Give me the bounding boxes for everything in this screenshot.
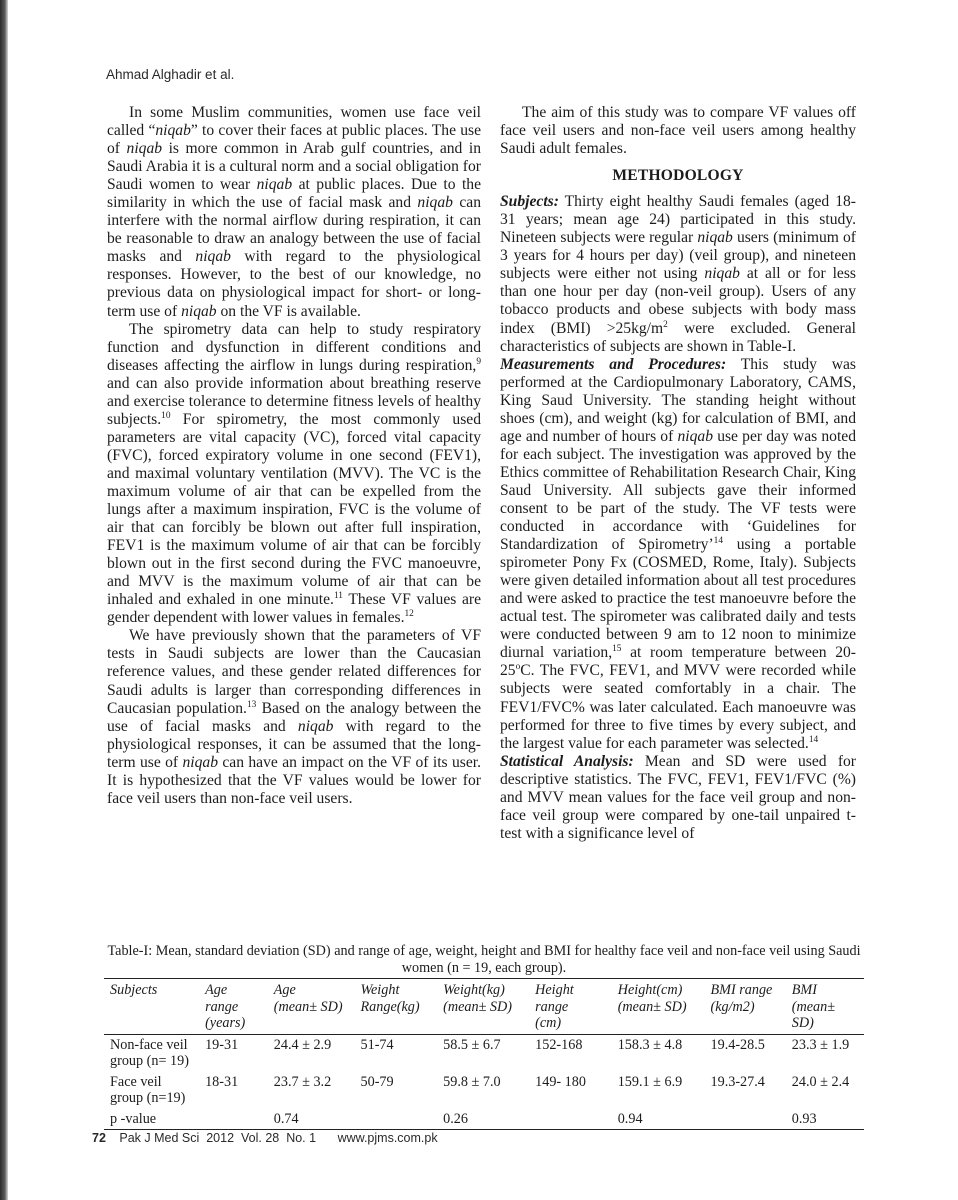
header-line: BMI: [791, 982, 817, 998]
section-run-in-heading: Statistical Analysis:: [500, 752, 634, 770]
table-cell: 159.1 ± 6.9: [617, 1073, 683, 1090]
header-line: (mean± SD): [791, 998, 836, 1031]
header-line: Weight(kg): [443, 982, 505, 998]
header-line: Subjects: [110, 982, 158, 998]
table-row: [104, 1072, 864, 1109]
text-run: These VF values are gender dependent with lower values in females.: [107, 591, 481, 627]
intro-paragraph-3: [107, 627, 481, 807]
intro-paragraph-1: [107, 104, 481, 321]
citation-superscript: 10: [161, 410, 171, 421]
table-cell: 19-31: [205, 1036, 239, 1053]
row-label-line: Non-face veil: [110, 1036, 188, 1053]
table-header-cell: [786, 979, 864, 1035]
text-run: In some Muslim communities, women use face veil called “: [107, 104, 481, 140]
header-line: Weight: [360, 982, 400, 998]
text-run: with regard to the physiological responses, it can be assumed that the long-term use of: [107, 717, 481, 771]
header-line: Age range: [205, 982, 239, 1015]
text-run: We have previously shown that the parameters of VF tests in Saudi subjects are lower than the Caucasian reference values, and these gender related differences for Saudi adults is larger than corresponding differences in Caucasian population.: [107, 627, 481, 717]
text-run: Based on the analogy between the use of facial masks and: [107, 699, 481, 735]
table-cell: 0.94: [612, 1109, 705, 1130]
italic-term: niqab: [256, 176, 293, 194]
subjects-paragraph: [500, 193, 856, 355]
measurements-paragraph: [500, 356, 856, 753]
table-header-cell: [355, 979, 438, 1035]
table-cell: 152-168: [535, 1036, 583, 1053]
table-row: [104, 1109, 864, 1130]
text-run: Thirty eight healthy Saudi females (aged 18-31 years; mean age 24) participated in this study. Nineteen subjects were regular: [500, 193, 856, 247]
header-line: [110, 999, 195, 1016]
text-run: and can also provide information about breathing reserve and exercise tolerance to determine fitness levels of healthy subjects.: [107, 374, 481, 428]
table-header-cell: [199, 979, 268, 1035]
header-line: (cm): [535, 1015, 562, 1031]
citation-superscript: 9: [476, 356, 481, 367]
text-run: This study was performed at the Cardiopulmonary Laboratory, CAMS, King Saud University. The standing height without shoes (cm), and weight (kg) for calculation of BMI, and age and number of hours of: [500, 355, 856, 445]
row-label-cell: [104, 1072, 199, 1109]
text-run: The spirometry data can help to study respiratory function and dysfunction in different conditions and diseases affecting the airflow in lungs during respiration,: [107, 320, 481, 374]
text-run: were excluded. General characteristics of subjects are shown in Table-I.: [500, 319, 856, 355]
table-cell: 24.4 ± 2.9: [273, 1036, 332, 1053]
table-cell: 19.3-27.4: [710, 1073, 765, 1090]
table-cell: 0.26: [437, 1109, 529, 1130]
section-run-in-heading: Measurements and Procedures:: [500, 355, 727, 373]
table-cell: 18-31: [205, 1073, 239, 1090]
table-cell: [529, 1109, 612, 1130]
text-run: is more common in Arab gulf countries, and in Saudi Arabia it is a cultural norm and a social obligation for Saudi women to wear: [107, 140, 481, 194]
aim-paragraph: [500, 104, 856, 158]
row-label-line: Face veil: [110, 1073, 162, 1090]
page-number: 72: [92, 1131, 106, 1145]
citation-superscript: 12: [404, 609, 414, 620]
text-run: on the VF is available.: [216, 302, 361, 320]
characteristics-table: [104, 978, 864, 1130]
table-cell: 51-74: [360, 1036, 394, 1053]
journal-name: Pak J Med Sci: [119, 1131, 200, 1145]
table-cell: [355, 1109, 438, 1130]
row-label-line: p -value: [110, 1110, 157, 1127]
header-line: Age: [273, 982, 296, 998]
citation-superscript: o: [515, 662, 521, 673]
header-line: (mean± SD): [273, 998, 343, 1015]
table-cell: 0.74: [268, 1109, 355, 1130]
table-cell: 158.3 ± 4.8: [617, 1036, 683, 1053]
table-cell: 19.4-28.5: [710, 1036, 765, 1053]
text-run: can have an impact on the VF of its user. It is hypothesized that the VF values would be lower for face veil users than non-face veil users.: [107, 753, 481, 807]
text-run: can interfere with the normal airflow during respiration, it can be reasonable to draw an analogy between the use of facial masks and: [107, 194, 481, 266]
table-cell: 50-79: [360, 1073, 394, 1090]
citation-superscript: 14: [713, 535, 724, 546]
citation-superscript: 15: [612, 644, 622, 655]
italic-term: niqab: [417, 194, 453, 212]
header-line: BMI range: [710, 982, 773, 998]
italic-term: niqab: [182, 753, 218, 771]
italic-term: niqab: [704, 265, 740, 283]
left-column: [107, 104, 481, 934]
journal-page: [8, 0, 958, 1200]
header-line: Height(cm): [617, 982, 683, 998]
page-footer: [92, 1131, 438, 1145]
text-run: users (minimum of 3 years for 4 hours per day) (veil group), and nineteen subjects were either not using: [500, 229, 856, 283]
header-line: (years): [205, 1015, 246, 1031]
table-cell: 59.8 ± 7.0: [443, 1073, 501, 1090]
text-run: using a portable spirometer Pony Fx (COSMED, Rome, Italy). Subjects were given detailed information about all test procedures and were asked to practice the test manoeuvre before the actual test. The spirometer was calibrated daily and tests were conducted between 9 am to 12 noon to minimize diurnal variation,: [500, 536, 856, 662]
table-row: [104, 1034, 864, 1072]
citation-superscript: 13: [246, 699, 257, 710]
table-cell: 24.0 ± 2.4: [791, 1073, 850, 1090]
page-edge-shadow: [0, 0, 8, 1200]
header-line: (kg/m2): [710, 998, 755, 1015]
table-cell: 23.3 ± 1.9: [791, 1036, 850, 1053]
text-run: use per day was noted for each subject. The investigation was approved by the Ethics committee of Rehabilitation Research Chair, King Saud University. All subjects gave their informed consent to be part of the study. The VF tests were conducted in accordance with ‘Guidelines for Standardization of Spirometry’: [500, 427, 856, 554]
citation-superscript: 14: [808, 734, 819, 745]
table-cell: 23.7 ± 3.2: [273, 1073, 332, 1090]
journal-url[interactable]: www.pjms.com.pk: [337, 1131, 438, 1145]
table-cell: [705, 1109, 786, 1130]
italic-term: niqab: [677, 427, 714, 445]
intro-paragraph-2: [107, 321, 481, 628]
table-header-cell: [268, 979, 355, 1035]
table-caption: Table-I: Mean, standard deviation (SD) and range of age, weight, height and BMI for healthy face veil and non-face veil using Saudi women (n = 19, each group).: [107, 943, 861, 976]
italic-term: niqab: [297, 717, 334, 735]
journal-volume: Vol. 28: [241, 1131, 280, 1145]
table-header-cell: [104, 979, 199, 1035]
text-run: Mean and SD were used for descriptive statistics. The FVC, FEV1, FEV1/FVC (%) and MVV mean values for the face veil group and non-face veil group were compared by one-tail unpaired t-test with a significance level of: [500, 752, 856, 842]
table-header-cell: [612, 979, 705, 1035]
table-header-row: [104, 979, 864, 1035]
italic-term: niqab: [195, 248, 231, 266]
table-header-cell: [529, 979, 612, 1035]
row-label-line: group (n= 19): [110, 1053, 189, 1069]
table-header-cell: [705, 979, 786, 1035]
table-body: [104, 1034, 864, 1130]
italic-term: niqab: [126, 140, 163, 158]
table-header-cell: [437, 979, 529, 1035]
text-run: at room temperature between 20-25: [500, 644, 856, 680]
section-run-in-heading: Subjects:: [500, 193, 559, 211]
text-run: at all or for less than one hour per day (non-veil group). Users of any tobacco products and obese subjects with body mass index (BMI) >25kg/m: [500, 265, 856, 337]
journal-issue: No. 1: [286, 1131, 317, 1145]
methodology-heading: METHODOLOGY: [612, 167, 744, 185]
table-cell: 149- 180: [535, 1073, 586, 1090]
text-run: For spirometry, the most commonly used parameters are vital capacity (VC), forced vital capacity (FVC), forced expiratory volume in one second (FEV1), and maximal voluntary ventilation (MVV). The VC is the maximum volume of air that can be expelled from the lungs after a maximum inspiration, FVC is the volume of air that can forcibly be blown out after full inspiration, FEV1 is the maximum volume of air that can be forcibly blown out in the first second during the FVC manoeuvre, and MVV is the maximum volume of air that can be inhaled and exhaled in one minute.: [107, 410, 481, 609]
journal-year: 2012: [206, 1131, 235, 1145]
text-run: with regard to the physiological responses. However, to the best of our knowledge, no previous data on physiological impact for short- or long-term use of: [107, 248, 481, 320]
text-run: C. The FVC, FEV1, and MVV were recorded while subjects were seated comfortably in a chair. The FEV1/FVC% was later calculated. Each manoeuvre was performed for three to five times by every subject, and the largest value for each parameter was selected.: [500, 662, 856, 752]
citation-superscript: 2: [663, 319, 668, 330]
text-run: The aim of this study was to compare VF values off face veil users and non-face veil users among healthy Saudi adult females.: [500, 104, 856, 158]
header-line: (mean± SD): [443, 998, 512, 1015]
row-label-line: group (n=19): [110, 1090, 186, 1106]
text-run: ” to cover their faces at public places. The use of: [107, 122, 481, 158]
italic-term: niqab: [697, 229, 733, 247]
italic-term: niqab: [181, 302, 217, 320]
row-label-cell: [104, 1034, 199, 1072]
italic-term: niqab: [155, 122, 191, 140]
header-line: Range(kg): [360, 998, 420, 1015]
header-line: Height range: [535, 982, 574, 1015]
header-line: (mean± SD): [617, 998, 687, 1015]
text-run: at public places. Due to the similarity in which the use of facial mask and: [107, 176, 481, 212]
right-column: [500, 104, 856, 934]
table-cell: [199, 1109, 268, 1130]
running-head: Ahmad Alghadir et al.: [106, 67, 235, 82]
statistical-analysis-paragraph: [500, 753, 856, 843]
row-label-cell: [104, 1109, 199, 1130]
table-cell: 58.5 ± 6.7: [443, 1036, 501, 1053]
citation-superscript: 11: [333, 591, 343, 602]
table-cell: 0.93: [786, 1109, 864, 1130]
